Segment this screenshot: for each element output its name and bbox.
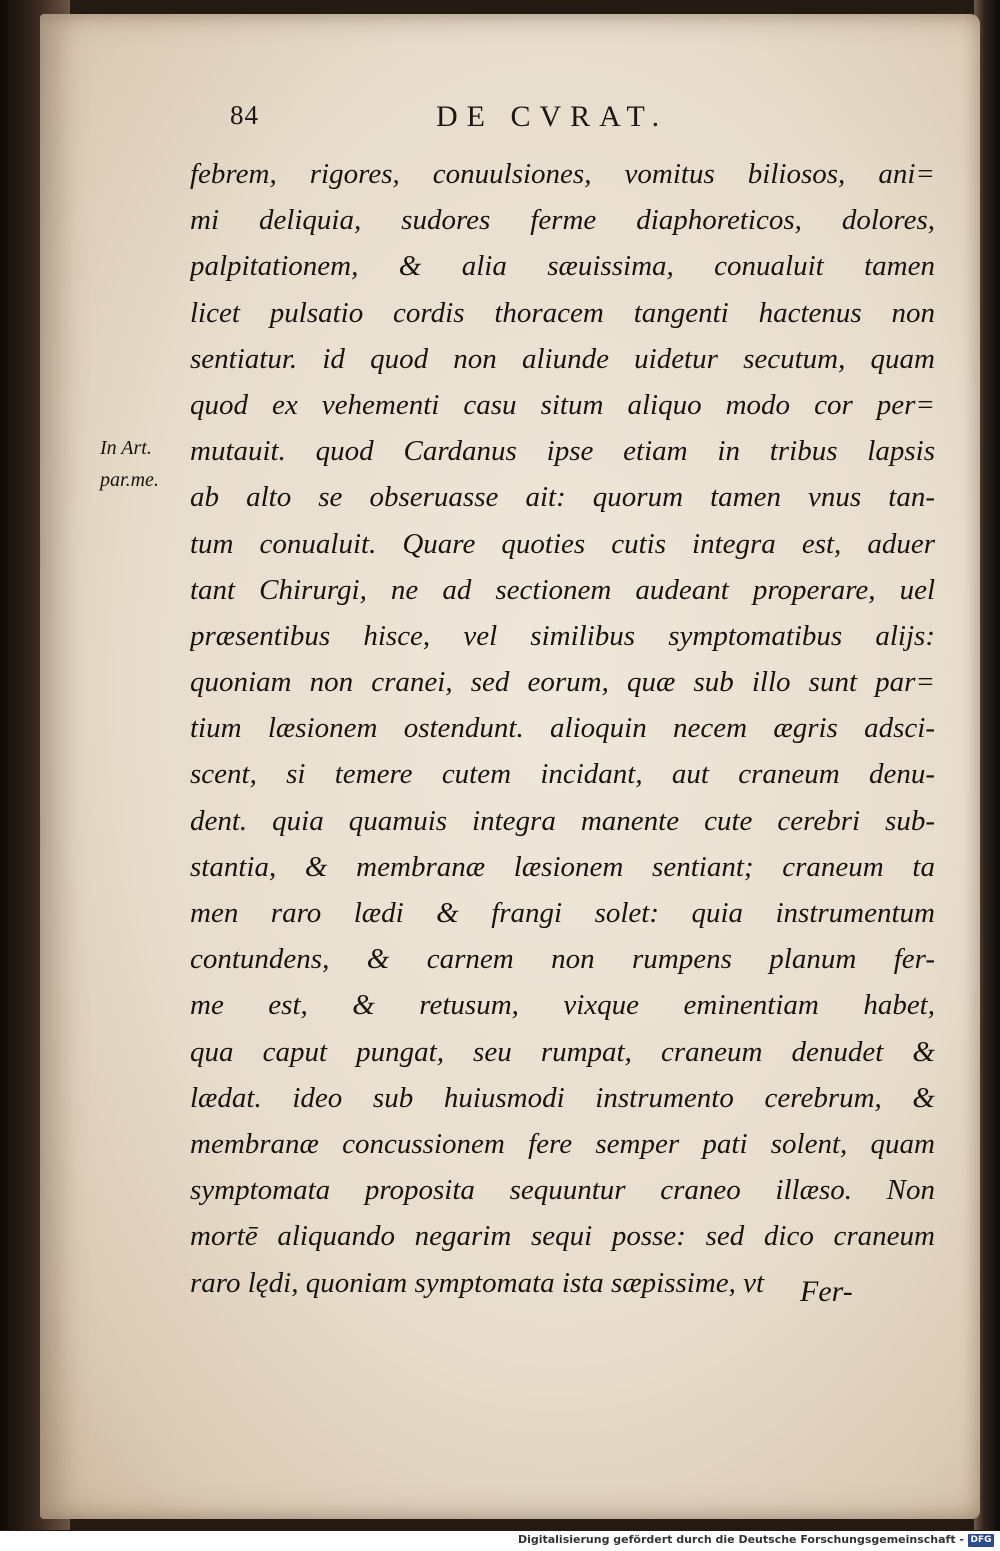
catchword: Fer- <box>800 1275 853 1308</box>
text-line: contundens, & carnem non rumpens planum fer- <box>190 943 935 976</box>
text-line: tum conualuit. Quare quoties cutis integra est, aduer <box>190 527 935 560</box>
text-line: mortē aliquando negarim sequi posse: sed dico craneum <box>190 1220 935 1253</box>
text-line: præsentibus hisce, vel similibus symptomatibus alijs: <box>190 619 935 652</box>
marginal-note <box>100 432 190 496</box>
marginal-note-line: par.me. <box>100 469 159 491</box>
text-line: mi deliquia, sudores ferme diaphoreticos, dolores, <box>190 204 935 237</box>
text-line: tant Chirurgi, ne ad sectionem audeant properare, uel <box>190 573 935 606</box>
text-line: stantia, & membranæ læsionem sentiant; craneum ta <box>190 850 935 883</box>
text-line: lædat. ideo sub huiusmodi instrumento cerebrum, & <box>190 1081 935 1114</box>
text-line: quoniam non cranei, sed eorum, quæ sub illo sunt par= <box>190 666 935 699</box>
text-line: men raro lædi & frangi solet: quia instrumentum <box>190 897 935 929</box>
text-line: scent, si temere cutem incidant, aut craneum denu- <box>190 758 935 791</box>
text-line: raro lędi, quoniam symptomata ista sæpissime, vt <box>190 1266 765 1299</box>
text-line: me est, & retusum, vixque eminentiam habet, <box>190 989 935 1022</box>
text-line: qua caput pungat, seu rumpat, craneum denudet & <box>190 1035 935 1068</box>
dfg-logo-icon: DFG <box>968 1534 994 1547</box>
text-line: membranæ concussionem fere semper pati solent, quam <box>190 1127 935 1160</box>
text-line: licet pulsatio cordis thoracem tangenti hactenus non <box>190 296 935 329</box>
text-line: dent. quia quamuis integra manente cute cerebri sub- <box>190 804 935 837</box>
text-line: quod ex vehementi casu situm aliquo modo cor per= <box>190 388 935 421</box>
footer-bar <box>0 1531 1000 1551</box>
text-line: febrem, rigores, conuulsiones, vomitus biliosos, ani= <box>190 158 935 190</box>
marginal-note-line: In Art. <box>100 437 152 459</box>
text-line: sentiatur. id quod non aliunde uidetur secutum, quam <box>190 342 935 375</box>
text-line: symptomata proposita sequuntur craneo illæso. Non <box>190 1174 935 1207</box>
body-text <box>190 151 935 1306</box>
text-line: tium læsionem ostendunt. alioquin necem ægris adsci- <box>190 712 935 745</box>
footer-credit: Digitalisierung gefördert durch die Deutsche Forschungsgemeinschaft - <box>517 1533 964 1546</box>
running-head: DE CVRAT. <box>436 100 669 133</box>
text-line: ab alto se obseruasse ait: quorum tamen vnus tan- <box>190 481 935 514</box>
text-line: palpitationem, & alia sæuissima, conualuit tamen <box>190 250 935 283</box>
page-number: 84 <box>230 100 259 130</box>
text-line: mutauit. quod Cardanus ipse etiam in tribus lapsis <box>190 435 935 468</box>
